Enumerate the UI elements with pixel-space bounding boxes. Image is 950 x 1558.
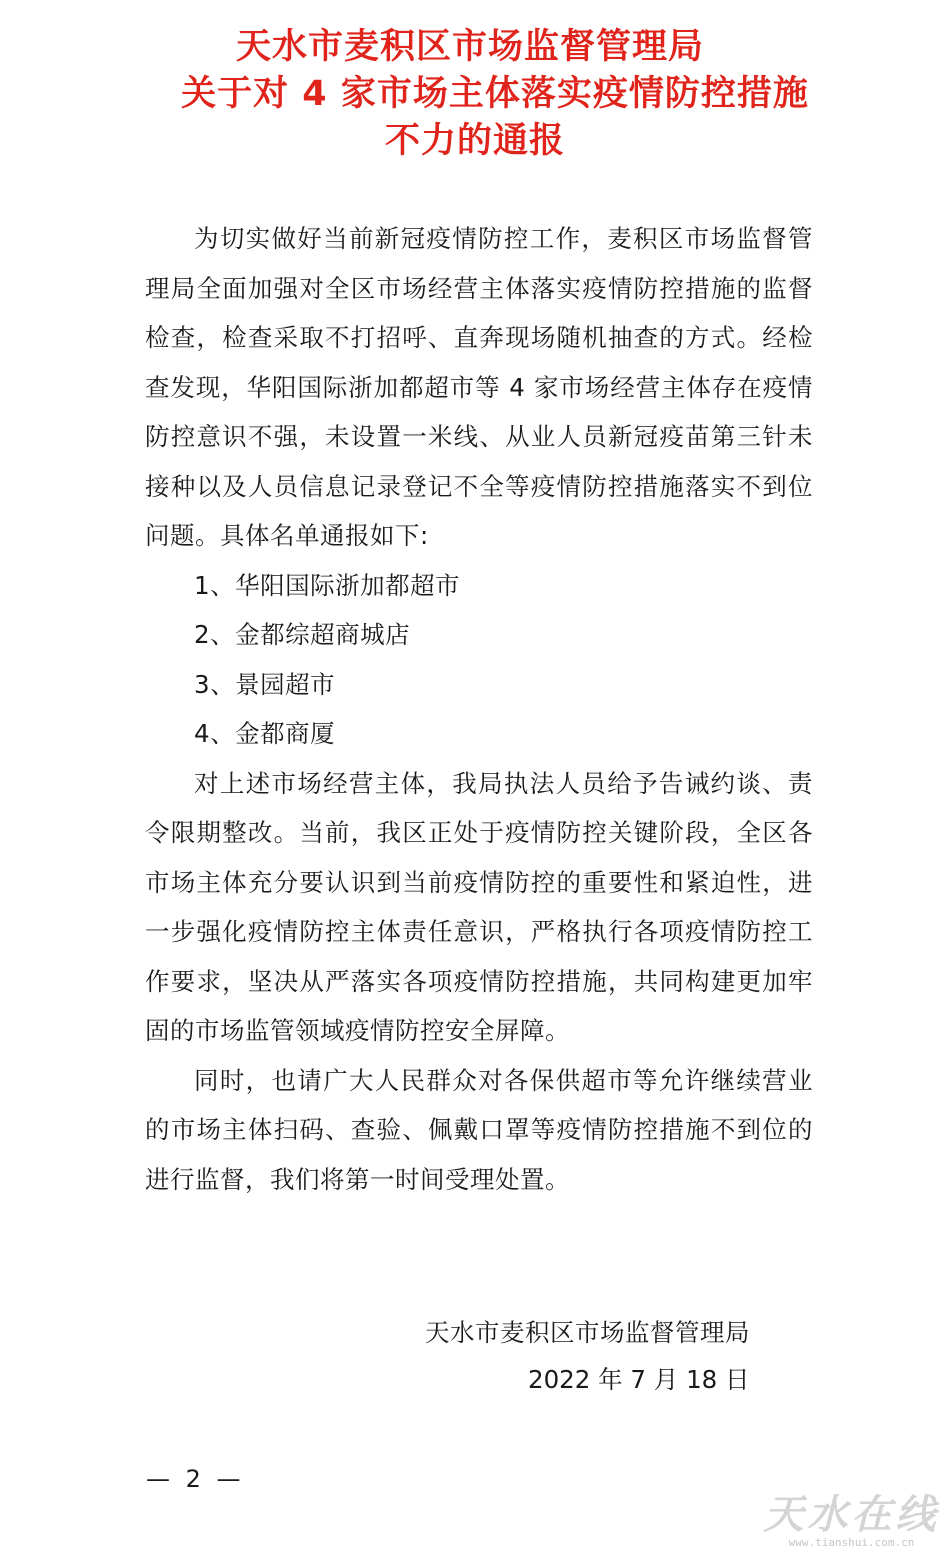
page-number: — 2 — — [146, 1465, 245, 1493]
watermark-logo — [759, 1491, 944, 1552]
document-title — [0, 24, 950, 165]
list-item: 1、华阳国际浙加都超市 — [194, 570, 461, 600]
body-paragraph-2: 对上述市场经营主体，我局执法人员给予告诫约谈、责令限期整改。当前，我区正处于疫情防控关键阶段，全区各市场主体充分要认识到当前疫情防控的重要性和紧迫性，进一步强化疫情防控主体责任意识，严格执行各项疫情防控工作要求，坚决从严落实各项疫情防控措施，共同构建更加牢固的市场监管领域疫情防控安全屏障。 — [145, 768, 813, 1045]
signature-date: 2022 年 7 月 18 日 — [528, 1365, 750, 1394]
document-body — [145, 214, 813, 1204]
watermark-brand: 天水在线 — [763, 1491, 940, 1538]
title-line-1: 天水市麦积区市场监督管理局 — [235, 27, 704, 67]
title-line-3: 不力的通报 — [384, 121, 565, 161]
list-item: 3、景园超市 — [194, 669, 336, 699]
body-paragraph-1: 为切实做好当前新冠疫情防控工作，麦积区市场监督管理局全面加强对全区市场经营主体落实疫情防控措施的监督检查，检查采取不打招呼、直奔现场随机抽查的方式。经检查发现，华阳国际浙加都超市等 4 家市场经营主体存在疫情防控意识不强，未设置一米线、从业人员新冠疫苗第三针未接种以及人员信息记录登记不全等疫情防控措施落实不到位问题。具体名单通报如下: — [145, 224, 813, 550]
list-item: 4、金都商厦 — [194, 719, 336, 748]
business-list — [145, 561, 813, 759]
watermark-url: www.tianshui.com.cn — [788, 1536, 915, 1549]
title-line-2: 关于对 4 家市场主体落实疫情防控措施 — [181, 74, 809, 114]
body-paragraph-3: 同时，也请广大人民群众对各保供超市等允许继续营业的市场主体扫码、查验、佩戴口罩等疫情防控措施不到位的进行监督，我们将第一时间受理处置。 — [145, 1065, 813, 1194]
list-item: 2、金都综超商城店 — [194, 620, 411, 649]
signature-organization: 天水市麦积区市场监督管理局 — [425, 1318, 750, 1347]
